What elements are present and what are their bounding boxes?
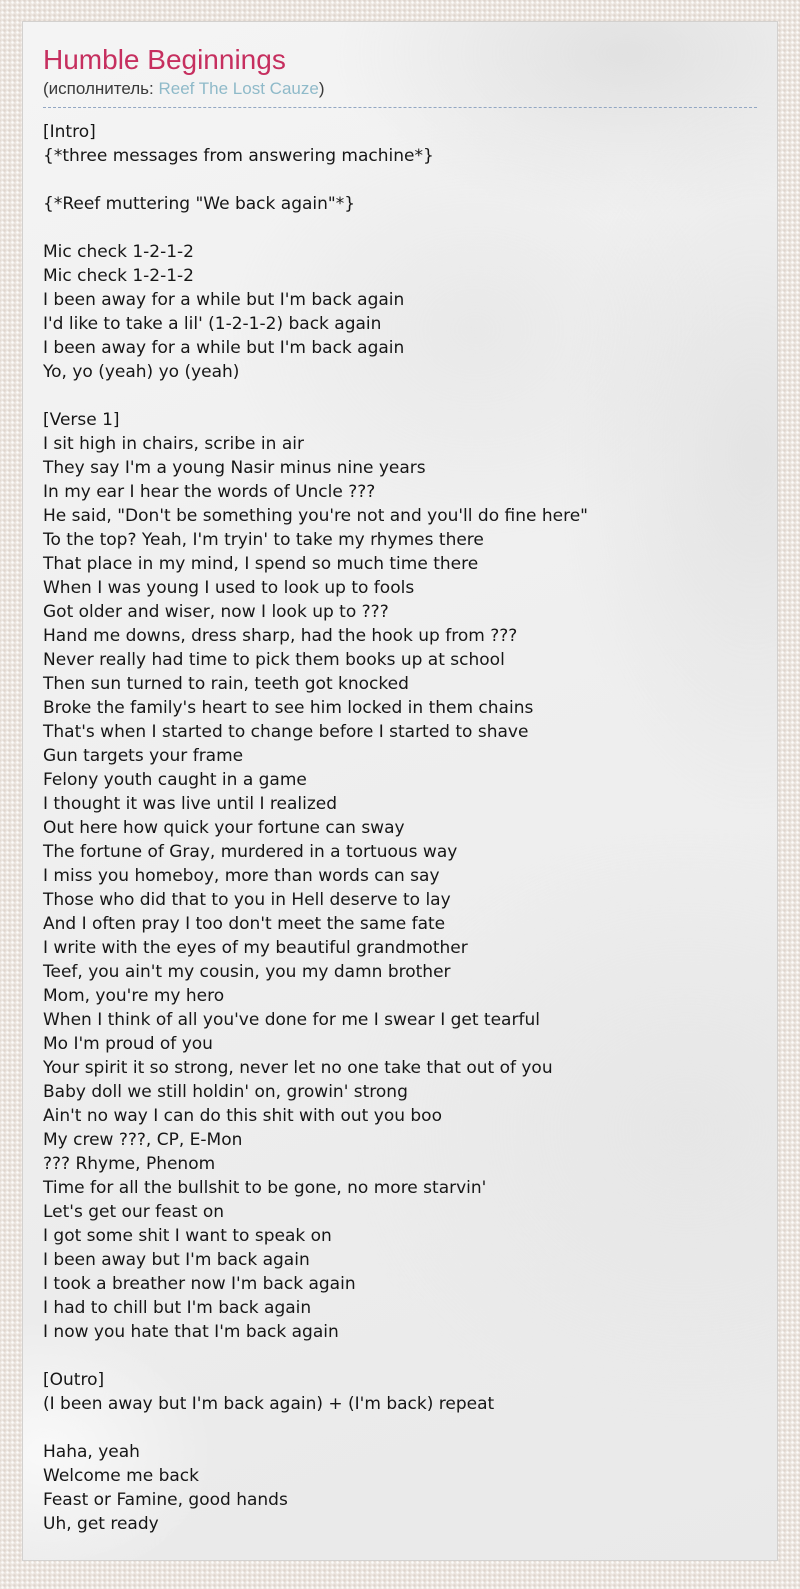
lyric-line: Time for all the bullshit to be gone, no more starvin' xyxy=(43,1178,487,1199)
lyric-line: Never really had time to pick them books up at school xyxy=(43,650,505,671)
lyric-line: Broke the family's heart to see him locked in them chains xyxy=(43,698,534,719)
lyric-line: (I been away but I'm back again) + (I'm back) repeat xyxy=(43,1394,495,1415)
lyric-line: Felony youth caught in a game xyxy=(43,770,307,791)
lyric-line: I thought it was live until I realized xyxy=(43,794,338,815)
lyric-line xyxy=(43,216,757,240)
lyric-line xyxy=(43,1416,757,1440)
lyric-line: {*three messages from answering machine*} xyxy=(43,146,434,167)
lyric-line: They say I'm a young Nasir minus nine years xyxy=(43,458,426,479)
lyric-line: When I think of all you've done for me I swear I get tearful xyxy=(43,1010,540,1031)
lyric-line: [Outro] xyxy=(43,1370,105,1391)
lyric-line: I'd like to take a lil' (1-2-1-2) back again xyxy=(43,314,382,335)
page-background xyxy=(0,21,800,1589)
lyric-line: Mom, you're my hero xyxy=(43,986,225,1007)
lyric-line: That place in my mind, I spend so much time there xyxy=(43,554,479,575)
lyric-line: Ain't no way I can do this shit with out you boo xyxy=(43,1106,442,1127)
lyric-line: Welcome me back xyxy=(43,1466,199,1487)
lyric-line: Mic check 1-2-1-2 xyxy=(43,266,194,287)
artist-line xyxy=(43,78,757,108)
lyric-line: I took a breather now I'm back again xyxy=(43,1274,356,1295)
lyric-line: Mic check 1-2-1-2 xyxy=(43,242,194,263)
lyric-line: I been away but I'm back again xyxy=(43,1250,310,1271)
lyric-line: Haha, yeah xyxy=(43,1442,140,1463)
lyric-line: I been away for a while but I'm back again xyxy=(43,338,405,359)
lyric-line: Teef, you ain't my cousin, you my damn brother xyxy=(43,962,451,983)
lyric-line: In my ear I hear the words of Uncle ??? xyxy=(43,482,376,503)
lyric-line xyxy=(43,168,757,192)
lyric-line: I write with the eyes of my beautiful grandmother xyxy=(43,938,468,959)
lyric-line: Those who did that to you in Hell deserve to lay xyxy=(43,890,451,911)
artist-label-close: ) xyxy=(318,79,325,99)
lyric-line: The fortune of Gray, murdered in a tortuous way xyxy=(43,842,458,863)
lyric-line: Got older and wiser, now I look up to ??? xyxy=(43,602,389,623)
lyric-line: Let's get our feast on xyxy=(43,1202,225,1223)
lyric-line: And I often pray I too don't meet the same fate xyxy=(43,914,446,935)
lyric-line: When I was young I used to look up to fools xyxy=(43,578,415,599)
lyric-line: I now you hate that I'm back again xyxy=(43,1322,339,1343)
lyric-line: Feast or Famine, good hands xyxy=(43,1490,288,1511)
lyric-line: Then sun turned to rain, teeth got knocked xyxy=(43,674,409,695)
lyric-line: I miss you homeboy, more than words can say xyxy=(43,866,440,887)
page-title: Humble Beginnings xyxy=(43,44,286,75)
lyric-line xyxy=(43,1344,757,1368)
lyric-line: Yo, yo (yeah) yo (yeah) xyxy=(43,362,240,383)
lyric-line: Out here how quick your fortune can sway xyxy=(43,818,405,839)
lyric-line: {*Reef muttering "We back again"*} xyxy=(43,194,356,215)
lyric-line: I had to chill but I'm back again xyxy=(43,1298,312,1319)
lyric-line: I sit high in chairs, scribe in air xyxy=(43,434,304,455)
lyric-line: Hand me downs, dress sharp, had the hook up from ??? xyxy=(43,626,518,647)
lyric-line xyxy=(43,384,757,408)
lyric-line: [Verse 1] xyxy=(43,410,120,431)
lyric-line: That's when I started to change before I started to shave xyxy=(43,722,529,743)
lyric-line: Uh, get ready xyxy=(43,1514,159,1535)
lyric-line: Baby doll we still holdin' on, growin' strong xyxy=(43,1082,408,1103)
lyric-line: My crew ???, CP, E-Mon xyxy=(43,1130,243,1151)
artist-label: (исполнитель: xyxy=(43,79,159,99)
lyrics-text xyxy=(43,120,757,1536)
lyric-line: ??? Rhyme, Phenom xyxy=(43,1154,216,1175)
lyric-line: Gun targets your frame xyxy=(43,746,244,767)
lyric-line: He said, "Don't be something you're not and you'll do fine here" xyxy=(43,506,588,527)
lyric-line: [Intro] xyxy=(43,122,96,143)
lyrics-card xyxy=(22,21,778,1561)
lyric-line: I got some shit I want to speak on xyxy=(43,1226,332,1247)
lyric-line: I been away for a while but I'm back again xyxy=(43,290,405,311)
lyric-line: Mo I'm proud of you xyxy=(43,1034,213,1055)
lyric-line: To the top? Yeah, I'm tryin' to take my rhymes there xyxy=(43,530,484,551)
lyric-line: Your spirit it so strong, never let no one take that out of you xyxy=(43,1058,553,1079)
artist-link[interactable]: Reef The Lost Cauze xyxy=(158,79,319,99)
